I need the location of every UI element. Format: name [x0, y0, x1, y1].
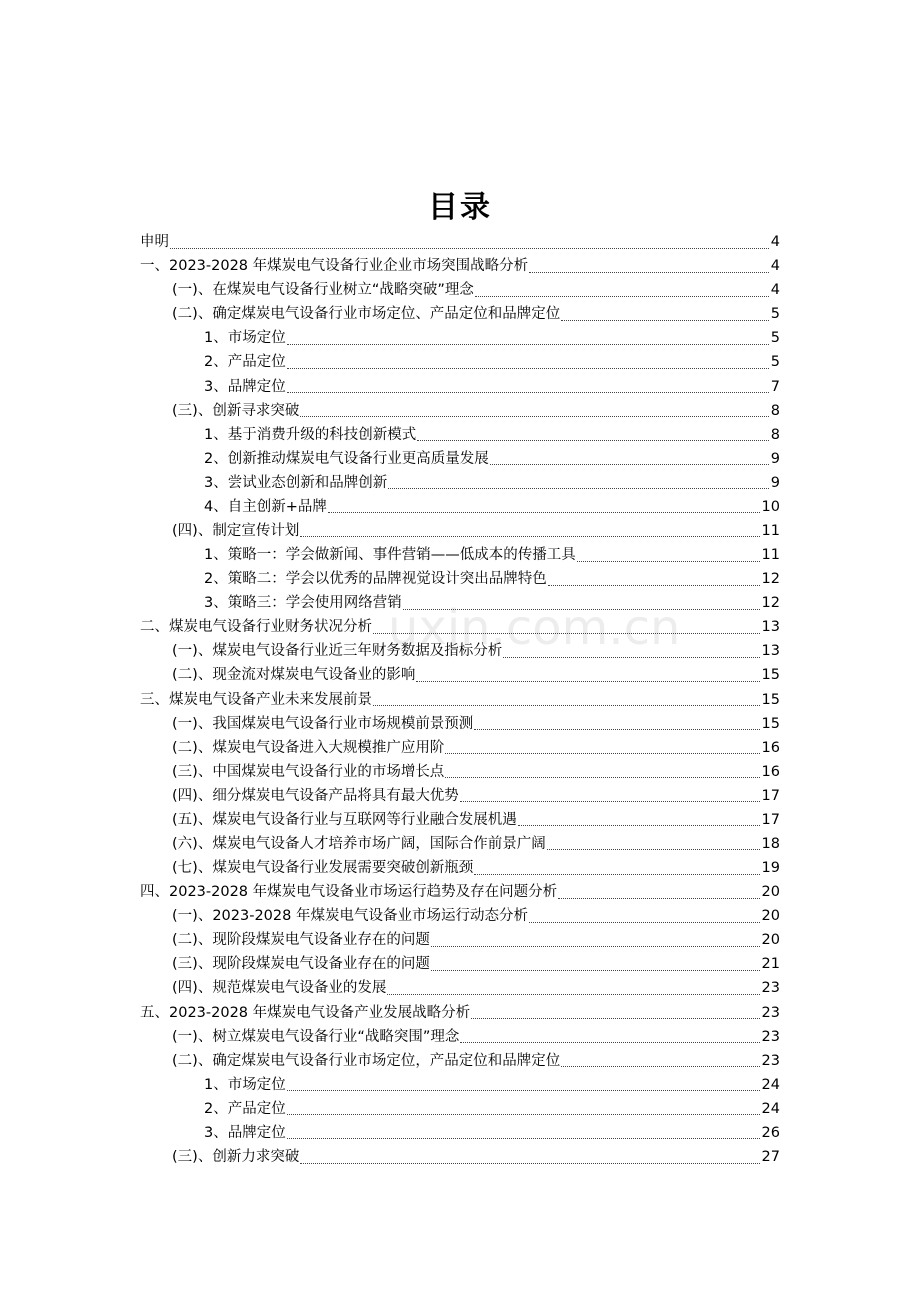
toc-entry [140, 495, 780, 519]
toc-entry [140, 736, 780, 760]
toc-dot-leader [287, 368, 769, 369]
toc-entry [140, 687, 780, 711]
toc-page-number: 20 [761, 908, 780, 925]
toc-entry-label: 四、2023-2028 年煤炭电气设备业市场运行趋势及存在问题分析 [140, 884, 558, 901]
toc-entry-label: (一)、树立煤炭电气设备行业“战略突围”理念 [172, 1028, 460, 1045]
toc-page-number: 23 [761, 1004, 780, 1021]
toc-dot-leader [287, 392, 769, 393]
table-of-contents [140, 230, 780, 1169]
toc-entry [140, 423, 780, 447]
toc-entry-label: (七)、煤炭电气设备行业发展需要突破创新瓶颈 [172, 860, 474, 877]
toc-dot-leader [328, 512, 760, 513]
toc-entry [140, 519, 780, 543]
toc-page-number: 11 [761, 547, 780, 564]
toc-dot-leader [431, 970, 760, 971]
toc-dot-leader [460, 801, 760, 802]
toc-entry [140, 302, 780, 326]
toc-page-number: 5 [770, 354, 780, 371]
toc-page-number: 13 [761, 643, 780, 660]
toc-dot-leader [471, 1018, 759, 1019]
toc-entry-label: 二、煤炭电气设备行业财务状况分析 [140, 619, 372, 636]
toc-entry-label: 3、品牌定位 [204, 378, 286, 395]
toc-dot-leader [577, 561, 760, 562]
toc-page-number: 23 [761, 1028, 780, 1045]
toc-entry-label: (二)、确定煤炭电气设备行业市场定位、产品定位和品牌定位 [172, 306, 561, 323]
toc-dot-leader [403, 609, 760, 610]
toc-entry [140, 230, 780, 254]
toc-entry-label: 三、煤炭电气设备产业未来发展前景 [140, 691, 372, 708]
toc-dot-leader [548, 585, 760, 586]
toc-entry-label: (三)、现阶段煤炭电气设备业存在的问题 [172, 956, 430, 973]
toc-page-number: 4 [770, 282, 780, 299]
toc-dot-leader [561, 1066, 759, 1067]
toc-entry-label: (四)、制定宣传计划 [172, 522, 300, 539]
toc-entry-label: 4、自主创新+品牌 [204, 498, 327, 515]
toc-entry [140, 880, 780, 904]
toc-entry [140, 399, 780, 423]
toc-dot-leader [474, 729, 759, 730]
toc-dot-leader [373, 633, 760, 634]
toc-entry-label: 五、2023-2028 年煤炭电气设备产业发展战略分析 [140, 1004, 471, 1021]
toc-entry [140, 1121, 780, 1145]
toc-dot-leader [416, 681, 759, 682]
toc-entry [140, 591, 780, 615]
toc-entry [140, 784, 780, 808]
toc-dot-leader [388, 488, 769, 489]
toc-dot-leader [529, 272, 769, 273]
toc-entry-label: 2、产品定位 [204, 1100, 286, 1117]
toc-entry [140, 254, 780, 278]
toc-entry-label: (五)、煤炭电气设备行业与互联网等行业融合发展机遇 [172, 811, 517, 828]
toc-dot-leader [287, 1138, 760, 1139]
toc-entry [140, 760, 780, 784]
toc-page-number: 12 [761, 595, 780, 612]
toc-entry-label: (三)、创新力求突破 [172, 1149, 300, 1165]
toc-entry [140, 808, 780, 832]
toc-page-number: 17 [761, 787, 780, 804]
watermark: uxin.com.cn [388, 600, 681, 656]
toc-dot-leader [431, 946, 760, 947]
toc-entry-label: (四)、细分煤炭电气设备产品将具有最大优势 [172, 787, 459, 804]
toc-page-number: 12 [761, 571, 780, 588]
toc-page-number: 15 [761, 715, 780, 732]
page-title: 目录 [428, 190, 492, 225]
toc-entry [140, 952, 780, 976]
toc-entry-label: 1、市场定位 [204, 330, 286, 347]
toc-entry [140, 1049, 780, 1073]
toc-dot-leader [300, 536, 759, 537]
toc-dot-leader [561, 320, 768, 321]
toc-dot-leader [373, 705, 760, 706]
toc-page-number: 19 [761, 860, 780, 877]
toc-entry-label: (三)、中国煤炭电气设备行业的市场增长点 [172, 763, 445, 780]
toc-page-number: 7 [770, 378, 780, 395]
toc-dot-leader [417, 440, 769, 441]
toc-page-number: 27 [761, 1149, 780, 1165]
toc-page-number: 9 [770, 450, 780, 467]
toc-page-number: 8 [770, 426, 780, 443]
toc-entry-label: 1、基于消费升级的科技创新模式 [204, 426, 417, 443]
toc-page-number: 15 [761, 667, 780, 684]
toc-page-number: 20 [761, 884, 780, 901]
toc-entry [140, 567, 780, 591]
toc-dot-leader [490, 464, 769, 465]
toc-dot-leader [558, 898, 759, 899]
toc-entry [140, 712, 780, 736]
toc-page-number: 21 [761, 956, 780, 973]
toc-entry-label: (一)、煤炭电气设备行业近三年财务数据及指标分析 [172, 643, 503, 660]
toc-entry-label: 申明 [140, 234, 169, 251]
toc-dot-leader [503, 657, 759, 658]
toc-dot-leader [547, 849, 760, 850]
toc-page-number: 11 [761, 522, 780, 539]
toc-dot-leader [287, 344, 769, 345]
toc-entry-label: (三)、创新寻求突破 [172, 402, 300, 419]
toc-entry [140, 904, 780, 928]
toc-page-number: 4 [770, 258, 780, 275]
toc-page-number: 8 [770, 402, 780, 419]
toc-page-number: 18 [761, 835, 780, 852]
toc-page-number: 20 [761, 932, 780, 949]
toc-dot-leader [518, 825, 760, 826]
toc-entry [140, 1097, 780, 1121]
toc-page-number: 13 [761, 619, 780, 636]
toc-entry [140, 615, 780, 639]
toc-page-number: 9 [770, 474, 780, 491]
toc-page-number: 23 [761, 980, 780, 997]
toc-dot-leader [170, 248, 769, 249]
toc-entry-label: (一)、我国煤炭电气设备行业市场规模前景预测 [172, 715, 474, 732]
toc-entry-label: 2、策略二：学会以优秀的品牌视觉设计突出品牌特色 [204, 571, 547, 588]
toc-entry [140, 1073, 780, 1097]
toc-entry-label: (四)、规范煤炭电气设备业的发展 [172, 980, 387, 997]
toc-entry-label: 3、品牌定位 [204, 1124, 286, 1141]
toc-entry [140, 543, 780, 567]
toc-entry [140, 976, 780, 1000]
toc-dot-leader [300, 1163, 759, 1164]
toc-entry [140, 278, 780, 302]
toc-entry-label: 3、策略三：学会使用网络营销 [204, 595, 402, 612]
toc-dot-leader [387, 994, 759, 995]
toc-entry-label: (二)、确定煤炭电气设备行业市场定位，产品定位和品牌定位 [172, 1052, 561, 1069]
toc-page-number: 4 [770, 234, 780, 251]
toc-entry-label: 3、尝试业态创新和品牌创新 [204, 474, 388, 491]
toc-entry-label: (二)、现金流对煤炭电气设备业的影响 [172, 667, 416, 684]
toc-dot-leader [445, 753, 759, 754]
toc-dot-leader [445, 777, 759, 778]
toc-page-number: 24 [761, 1100, 780, 1117]
toc-entry-label: 一、2023-2028 年煤炭电气设备行业企业市场突围战略分析 [140, 258, 529, 275]
toc-entry [140, 1025, 780, 1049]
toc-entry [140, 326, 780, 350]
toc-entry [140, 1001, 780, 1025]
toc-dot-leader [287, 1090, 760, 1091]
toc-entry-label: 1、策略一：学会做新闻、事件营销——低成本的传播工具 [204, 547, 576, 564]
toc-entry-label: (二)、煤炭电气设备进入大规模推广应用阶 [172, 739, 445, 756]
toc-page-number: 26 [761, 1124, 780, 1141]
toc-entry [140, 350, 780, 374]
toc-entry-label: 1、市场定位 [204, 1076, 286, 1093]
toc-dot-leader [287, 1114, 760, 1115]
toc-entry [140, 471, 780, 495]
toc-entry-label: (一)、在煤炭电气设备行业树立“战略突破”理念 [172, 282, 474, 299]
toc-page-number: 16 [761, 763, 780, 780]
toc-entry-label: 2、产品定位 [204, 354, 286, 371]
toc-entry [140, 832, 780, 856]
toc-page-number: 5 [770, 306, 780, 323]
toc-entry-label: 2、创新推动煤炭电气设备行业更高质量发展 [204, 450, 489, 467]
toc-dot-leader [460, 1042, 759, 1043]
toc-entry [140, 1145, 780, 1169]
toc-page-number: 5 [770, 330, 780, 347]
toc-dot-leader [529, 922, 760, 923]
toc-entry-label: (二)、现阶段煤炭电气设备业存在的问题 [172, 932, 430, 949]
toc-page-number: 23 [761, 1052, 780, 1069]
toc-page-number: 24 [761, 1076, 780, 1093]
toc-entry-label: (六)、煤炭电气设备人才培养市场广阔，国际合作前景广阔 [172, 835, 546, 852]
toc-entry [140, 374, 780, 398]
toc-page-number: 10 [761, 498, 780, 515]
toc-entry-label: (一)、2023-2028 年煤炭电气设备业市场运行动态分析 [172, 908, 528, 925]
toc-entry [140, 447, 780, 471]
toc-entry [140, 663, 780, 687]
toc-dot-leader [475, 296, 769, 297]
toc-page-number: 17 [761, 811, 780, 828]
toc-page-number: 15 [761, 691, 780, 708]
toc-page-number: 16 [761, 739, 780, 756]
toc-entry [140, 856, 780, 880]
toc-dot-leader [474, 874, 759, 875]
toc-dot-leader [300, 416, 768, 417]
toc-entry [140, 639, 780, 663]
toc-entry [140, 928, 780, 952]
